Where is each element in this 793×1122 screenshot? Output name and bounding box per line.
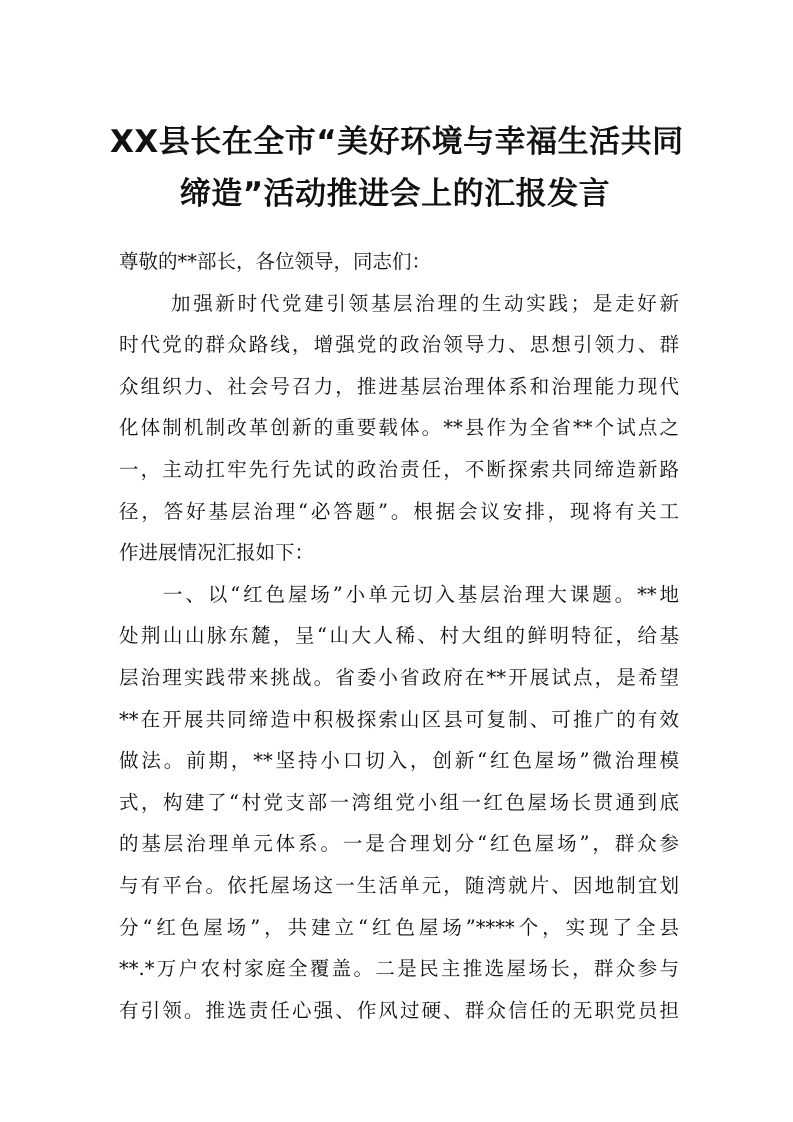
paragraph-line: 化体制机制改革创新的重要载体。**县作为全省**个试点之 [119,416,679,440]
paragraph-line: 一，主动扛牢先行先试的政治责任，不断探索共同缔造新路 [119,457,679,481]
paragraph-line: 做法。前期，**坚持小口切入，创新“红色屋场”微治理模 [119,749,679,773]
title-line: XX县长在全市“美好环境与幸福生活共同 [110,124,684,160]
title-line: 缔造”活动推进会上的汇报发言 [179,176,611,212]
paragraph-line: 径，答好基层治理“必答题”。根据会议安排，现将有关工 [119,499,679,523]
paragraph-line: 处荆山山脉东麓，呈“山大人稀、村大组的鲜明特征，给基 [119,624,679,648]
paragraph-line: 时代党的群众路线，增强党的政治领导力、思想引领力、群 [119,333,679,357]
paragraph-line: 众组织力、社会号召力，推进基层治理体系和治理能力现代 [119,374,679,398]
document-title [110,116,684,220]
paragraph-line: **在开展共同缔造中积极探索山区县可复制、可推广的有效 [119,707,679,731]
paragraph-line: 的基层治理单元体系。一是合理划分“红色屋场”，群众参 [119,832,679,856]
paragraph-line: 作进展情况汇报如下： [119,541,315,565]
paragraph-line: **.*万户农村家庭全覆盖。二是民主推选屋场长，群众参与 [119,957,679,981]
paragraph-intro [119,283,679,574]
paragraph-line: 式，构建了“村党支部一湾组党小组一红色屋场长贯通到底 [119,790,679,814]
paragraph-line: 一、以“红色屋场”小单元切入基层治理大课题。**地 [163,582,679,606]
paragraph-line: 加强新时代党建引领基层治理的生动实践；是走好新 [171,291,679,315]
paragraph-line: 与有平台。依托屋场这一生活单元，随湾就片、因地制宜划 [119,873,679,897]
paragraph-line: 层治理实践带来挑战。省委小省政府在**开展试点，是希望 [119,665,679,689]
salutation: 尊敬的**部长，各位领导，同志们： [119,250,432,273]
paragraph-line: 分“红色屋场”，共建立“红色屋场”****个，实现了全县 [119,915,679,939]
paragraph-section-one [119,574,679,1032]
paragraph-line: 有引领。推选责任心强、作风过硬、群众信任的无职党员担 [119,998,679,1022]
document-body [119,241,679,1031]
